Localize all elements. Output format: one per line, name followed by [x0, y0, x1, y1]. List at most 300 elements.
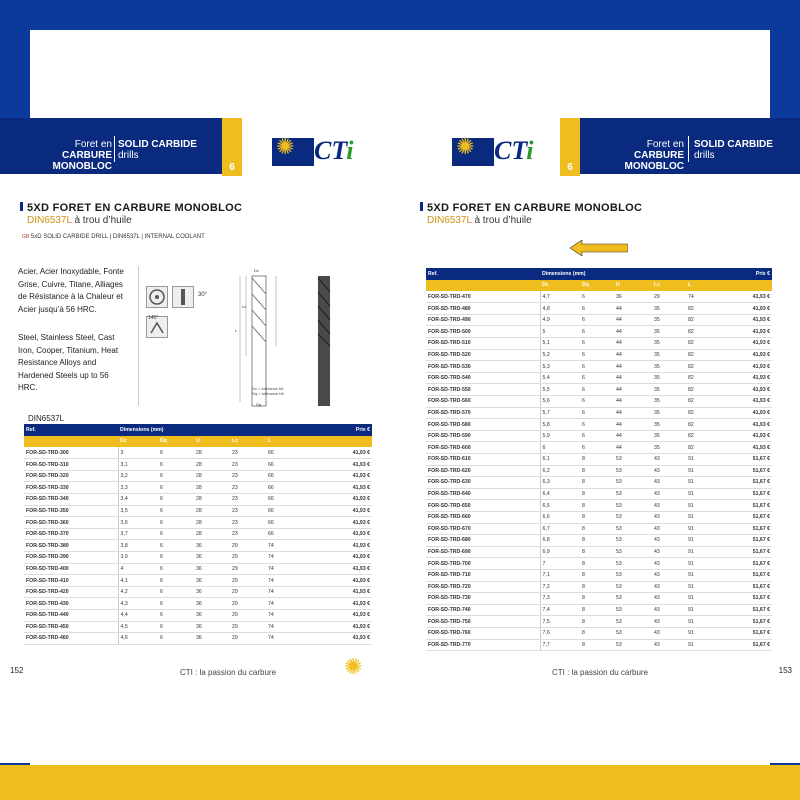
lc-cell: 43	[652, 488, 686, 500]
table-row	[24, 459, 372, 471]
dc-cell: 6,6	[540, 511, 580, 523]
product-subtitle	[27, 215, 132, 226]
tolerance-notes: Dc = tolérance h8 Dq = tolérance h6	[252, 386, 284, 396]
lc-cell: 43	[652, 639, 686, 651]
dc-cell: 3,5	[118, 505, 158, 517]
frame-bottom-border	[0, 765, 800, 800]
page-number: 152	[10, 666, 24, 675]
u-cell: 44	[614, 314, 652, 326]
ref-cell: FOR-SD-TRD-410	[24, 575, 118, 587]
lc-cell: 23	[230, 505, 266, 517]
price-cell: 51,67 €	[722, 454, 772, 466]
price-cell: 41,93 €	[302, 610, 372, 622]
dc-cell: 4,1	[118, 575, 158, 587]
ref-cell: FOR-SD-TRD-630	[426, 477, 540, 489]
price-cell: 51,67 €	[722, 546, 772, 558]
u-cell: 44	[614, 303, 652, 315]
table-row	[426, 454, 772, 466]
dq-cell: 8	[580, 535, 614, 547]
table-row	[426, 488, 772, 500]
dq-cell: 6	[158, 505, 194, 517]
u-cell: 53	[614, 477, 652, 489]
dq-cell: 6	[580, 430, 614, 442]
dc-cell: 6,4	[540, 488, 580, 500]
price-cell: 41,93 €	[722, 291, 772, 303]
lc-cell: 29	[230, 540, 266, 552]
ref-cell: FOR-SD-TRD-320	[24, 470, 118, 482]
dq-cell: 6	[580, 372, 614, 384]
dq-cell: 6	[158, 586, 194, 598]
u-cell: 53	[614, 465, 652, 477]
l-cell: 91	[686, 593, 722, 605]
th-lc: Lc	[652, 280, 686, 292]
table-row	[426, 349, 772, 361]
th-ref: Ref.	[426, 268, 540, 280]
dim-label-dc: Dc	[254, 268, 259, 273]
l-cell: 91	[686, 500, 722, 512]
page-number: 153	[778, 666, 792, 675]
u-cell: 44	[614, 442, 652, 454]
table-row	[24, 610, 372, 622]
price-cell: 51,67 €	[722, 523, 772, 535]
th-lc: Lc	[230, 436, 266, 448]
th-l: L	[266, 436, 302, 448]
dc-cell: 3,4	[118, 494, 158, 506]
price-cell: 41,93 €	[302, 598, 372, 610]
dq-cell: 6	[580, 303, 614, 315]
price-cell: 51,67 €	[722, 581, 772, 593]
dc-cell: 5,8	[540, 419, 580, 431]
dc-cell: 7	[540, 558, 580, 570]
lc-cell: 35	[652, 372, 686, 384]
dq-cell: 8	[580, 593, 614, 605]
dc-cell: 6	[540, 442, 580, 454]
price-cell: 41,93 €	[722, 303, 772, 315]
dq-cell: 8	[580, 511, 614, 523]
dq-cell: 6	[158, 517, 194, 529]
price-cell: 41,93 €	[722, 338, 772, 350]
ref-cell: FOR-SD-TRD-540	[426, 372, 540, 384]
u-cell: 28	[194, 505, 230, 517]
table-row	[24, 575, 372, 587]
ref-cell: FOR-SD-TRD-590	[426, 430, 540, 442]
lc-cell: 35	[652, 314, 686, 326]
price-cell: 41,93 €	[722, 419, 772, 431]
dq-cell: 8	[580, 465, 614, 477]
price-cell: 41,93 €	[302, 482, 372, 494]
price-cell: 51,67 €	[722, 477, 772, 489]
divider	[138, 266, 139, 406]
u-cell: 28	[194, 482, 230, 494]
dq-cell: 6	[158, 575, 194, 587]
dq-cell: 6	[158, 633, 194, 645]
lc-cell: 35	[652, 349, 686, 361]
lc-cell: 29	[652, 291, 686, 303]
frame-top-border	[0, 0, 800, 30]
price-cell: 41,93 €	[302, 621, 372, 633]
dq-cell: 6	[580, 338, 614, 350]
u-cell: 53	[614, 535, 652, 547]
dq-cell: 6	[580, 291, 614, 303]
lc-cell: 35	[652, 396, 686, 408]
price-cell: 51,67 €	[722, 616, 772, 628]
price-cell: 41,93 €	[722, 314, 772, 326]
table-row	[24, 494, 372, 506]
lc-cell: 35	[652, 326, 686, 338]
table-row	[426, 291, 772, 303]
dc-cell: 7,3	[540, 593, 580, 605]
ref-cell: FOR-SD-TRD-670	[426, 523, 540, 535]
price-cell: 41,93 €	[302, 505, 372, 517]
l-cell: 66	[266, 470, 302, 482]
price-cell: 51,67 €	[722, 604, 772, 616]
u-cell: 28	[194, 447, 230, 459]
dc-cell: 3,8	[118, 540, 158, 552]
dc-cell: 3,7	[118, 528, 158, 540]
dc-cell: 7,2	[540, 581, 580, 593]
table-row	[426, 616, 772, 628]
ref-cell: FOR-SD-TRD-700	[426, 558, 540, 570]
dq-cell: 6	[158, 470, 194, 482]
table-row	[426, 627, 772, 639]
dq-cell: 6	[158, 528, 194, 540]
dc-cell: 5,4	[540, 372, 580, 384]
price-cell: 41,93 €	[722, 384, 772, 396]
l-cell: 82	[686, 303, 722, 315]
table-row	[426, 361, 772, 373]
dq-cell: 8	[580, 523, 614, 535]
ref-cell: FOR-SD-TRD-490	[426, 314, 540, 326]
dc-cell: 5,7	[540, 407, 580, 419]
l-cell: 91	[686, 604, 722, 616]
table-row	[426, 314, 772, 326]
dq-cell: 6	[158, 459, 194, 471]
dc-cell: 4,5	[118, 621, 158, 633]
u-cell: 44	[614, 361, 652, 373]
ref-cell: FOR-SD-TRD-710	[426, 569, 540, 581]
u-cell: 36	[194, 552, 230, 564]
price-cell: 51,67 €	[722, 465, 772, 477]
table-row	[426, 535, 772, 547]
ref-cell: FOR-SD-TRD-310	[24, 459, 118, 471]
l-cell: 91	[686, 569, 722, 581]
ref-cell: FOR-SD-TRD-360	[24, 517, 118, 529]
table-row	[426, 604, 772, 616]
table-label: DIN6537L	[28, 414, 65, 423]
u-cell: 28	[194, 517, 230, 529]
lc-cell: 23	[230, 517, 266, 529]
table-row	[426, 442, 772, 454]
lc-cell: 43	[652, 546, 686, 558]
ref-cell: FOR-SD-TRD-570	[426, 407, 540, 419]
catalog-page-left	[0, 118, 400, 763]
ref-cell: FOR-SD-TRD-550	[426, 384, 540, 396]
ref-cell: FOR-SD-TRD-370	[24, 528, 118, 540]
price-cell: 51,67 €	[722, 569, 772, 581]
l-cell: 82	[686, 349, 722, 361]
ref-cell: FOR-SD-TRD-500	[426, 326, 540, 338]
lc-cell: 35	[652, 430, 686, 442]
ref-cell: FOR-SD-TRD-460	[24, 633, 118, 645]
logo-accent: i	[526, 136, 534, 165]
l-cell: 82	[686, 396, 722, 408]
price-cell: 41,93 €	[302, 552, 372, 564]
ref-cell: FOR-SD-TRD-390	[24, 552, 118, 564]
dq-cell: 8	[580, 454, 614, 466]
ref-cell: FOR-SD-TRD-610	[426, 454, 540, 466]
product-table-right	[426, 268, 772, 651]
l-cell: 82	[686, 326, 722, 338]
dc-cell: 3,9	[118, 552, 158, 564]
l-cell: 66	[266, 517, 302, 529]
u-cell: 28	[194, 528, 230, 540]
dq-cell: 6	[158, 482, 194, 494]
dq-cell: 6	[158, 447, 194, 459]
l-cell: 66	[266, 482, 302, 494]
lc-cell: 29	[230, 598, 266, 610]
lc-cell: 35	[652, 442, 686, 454]
lc-cell: 35	[652, 361, 686, 373]
table-row	[426, 384, 772, 396]
header-band	[578, 118, 800, 174]
price-cell: 41,93 €	[302, 470, 372, 482]
lc-cell: 35	[652, 419, 686, 431]
l-cell: 74	[266, 575, 302, 587]
th-l: L	[686, 280, 722, 292]
price-cell: 41,93 €	[302, 633, 372, 645]
th-u: U	[614, 280, 652, 292]
l-cell: 74	[266, 563, 302, 575]
lc-cell: 23	[230, 494, 266, 506]
dq-cell: 6	[580, 361, 614, 373]
lc-cell: 43	[652, 465, 686, 477]
dc-cell: 3,6	[118, 517, 158, 529]
price-cell: 41,93 €	[302, 459, 372, 471]
ref-cell: FOR-SD-TRD-440	[24, 610, 118, 622]
price-cell: 41,93 €	[302, 563, 372, 575]
u-cell: 44	[614, 396, 652, 408]
l-cell: 74	[266, 598, 302, 610]
product-title: 5XD FORET EN CARBURE MONOBLOC	[420, 202, 642, 214]
table-row	[426, 511, 772, 523]
lc-cell: 35	[652, 384, 686, 396]
dc-cell: 6,7	[540, 523, 580, 535]
dc-cell: 7,7	[540, 639, 580, 651]
dc-cell: 6,5	[540, 500, 580, 512]
lc-cell: 43	[652, 604, 686, 616]
table-row	[426, 419, 772, 431]
dq-cell: 8	[580, 639, 614, 651]
dq-cell: 8	[580, 558, 614, 570]
u-cell: 53	[614, 581, 652, 593]
u-cell: 28	[194, 494, 230, 506]
price-cell: 41,93 €	[302, 586, 372, 598]
dq-cell: 8	[580, 581, 614, 593]
u-cell: 36	[194, 575, 230, 587]
product-tags: GB 5xD SOLID CARBIDE DRILL | DIN6537L | INTERNAL COOLANT	[22, 234, 205, 240]
lc-cell: 23	[230, 447, 266, 459]
header-title-fr: Foret en CARBURE MONOBLOC	[52, 139, 112, 172]
arrow-left-icon	[570, 240, 628, 256]
product-subtitle	[427, 215, 532, 226]
dc-cell: 7,4	[540, 604, 580, 616]
price-cell: 41,93 €	[302, 575, 372, 587]
u-cell: 36	[194, 586, 230, 598]
ref-cell: FOR-SD-TRD-450	[24, 621, 118, 633]
price-cell: 41,93 €	[722, 361, 772, 373]
dq-cell: 8	[580, 604, 614, 616]
header-title-en: SOLID CARBIDE drills	[118, 139, 197, 161]
lc-cell: 23	[230, 528, 266, 540]
ref-cell: FOR-SD-TRD-470	[426, 291, 540, 303]
dq-cell: 6	[158, 494, 194, 506]
l-cell: 91	[686, 627, 722, 639]
u-cell: 44	[614, 372, 652, 384]
price-cell: 51,67 €	[722, 639, 772, 651]
dc-cell: 4,7	[540, 291, 580, 303]
din-suffix: à trou d’huile	[471, 215, 532, 226]
u-cell: 36	[194, 621, 230, 633]
table-row	[426, 396, 772, 408]
u-cell: 53	[614, 616, 652, 628]
l-cell: 74	[266, 633, 302, 645]
drill-diagram	[232, 266, 342, 416]
lc-cell: 43	[652, 500, 686, 512]
price-cell: 41,93 €	[722, 396, 772, 408]
l-cell: 74	[686, 291, 722, 303]
dc-cell: 4,8	[540, 303, 580, 315]
table-row	[24, 470, 372, 482]
table-row	[426, 639, 772, 651]
dc-cell: 5,6	[540, 396, 580, 408]
coolant-icon	[146, 286, 168, 308]
dc-cell: 3,1	[118, 459, 158, 471]
ref-cell: FOR-SD-TRD-650	[426, 500, 540, 512]
section-tab: 6	[222, 118, 242, 176]
ref-cell: FOR-SD-TRD-600	[426, 442, 540, 454]
din-code: DIN6537L	[427, 215, 472, 226]
l-cell: 91	[686, 546, 722, 558]
dc-cell: 5,9	[540, 430, 580, 442]
ref-cell: FOR-SD-TRD-340	[24, 494, 118, 506]
cti-logo: ✺ CTi	[268, 128, 378, 180]
table-row	[426, 465, 772, 477]
u-cell: 53	[614, 627, 652, 639]
u-cell: 36	[194, 540, 230, 552]
catalog-page-right	[400, 118, 800, 763]
table-row	[426, 500, 772, 512]
din-suffix: à trou d’huile	[71, 215, 132, 226]
header-band	[0, 118, 240, 174]
ref-cell: FOR-SD-TRD-730	[426, 593, 540, 605]
l-cell: 82	[686, 314, 722, 326]
table-row	[24, 540, 372, 552]
product-title: 5XD FORET EN CARBURE MONOBLOC	[20, 202, 242, 214]
product-table-left	[24, 424, 372, 645]
price-cell: 41,93 €	[722, 349, 772, 361]
table-row	[24, 598, 372, 610]
table-row	[24, 633, 372, 645]
dc-cell: 5,1	[540, 338, 580, 350]
price-cell: 51,67 €	[722, 535, 772, 547]
l-cell: 74	[266, 621, 302, 633]
footer-slogan: CTI : la passion du carbure	[552, 668, 649, 677]
lc-cell: 29	[230, 610, 266, 622]
l-cell: 74	[266, 586, 302, 598]
lc-cell: 43	[652, 593, 686, 605]
lc-cell: 43	[652, 454, 686, 466]
lc-cell: 29	[230, 621, 266, 633]
lc-cell: 43	[652, 523, 686, 535]
price-cell: 41,93 €	[302, 517, 372, 529]
dc-cell: 4,2	[118, 586, 158, 598]
th-dq: Dq	[580, 280, 614, 292]
lc-cell: 43	[652, 581, 686, 593]
table-row	[24, 505, 372, 517]
dq-cell: 8	[580, 627, 614, 639]
ref-cell: FOR-SD-TRD-380	[24, 540, 118, 552]
lc-cell: 43	[652, 558, 686, 570]
gb-flag-icon: GB	[22, 234, 30, 240]
lc-cell: 35	[652, 303, 686, 315]
dq-cell: 6	[158, 563, 194, 575]
table-row	[426, 523, 772, 535]
price-cell: 41,93 €	[722, 326, 772, 338]
ref-cell: FOR-SD-TRD-530	[426, 361, 540, 373]
ref-cell: FOR-SD-TRD-690	[426, 546, 540, 558]
ref-cell: FOR-SD-TRD-350	[24, 505, 118, 517]
table-row	[24, 528, 372, 540]
l-cell: 91	[686, 511, 722, 523]
dq-cell: 6	[158, 610, 194, 622]
table-row	[24, 621, 372, 633]
l-cell: 91	[686, 465, 722, 477]
description-en: Steel, Stainless Steel, Cast Iron, Cooper, Titanium, Heat Resistance Alloys and Hardened Steels up to 56 HRC.	[18, 333, 119, 393]
th-ref: Ref.	[24, 424, 118, 436]
l-cell: 82	[686, 419, 722, 431]
dc-cell: 4,3	[118, 598, 158, 610]
l-cell: 66	[266, 447, 302, 459]
l-cell: 91	[686, 523, 722, 535]
dq-cell: 6	[580, 442, 614, 454]
angle-140: 140°	[148, 315, 159, 321]
ref-cell: FOR-SD-TRD-510	[426, 338, 540, 350]
price-cell: 41,93 €	[302, 528, 372, 540]
l-cell: 91	[686, 477, 722, 489]
u-cell: 53	[614, 546, 652, 558]
header-title-fr: Foret en CARBURE MONOBLOC	[624, 139, 684, 172]
dc-cell: 7,5	[540, 616, 580, 628]
table-row	[24, 563, 372, 575]
l-cell: 82	[686, 361, 722, 373]
u-cell: 53	[614, 639, 652, 651]
u-cell: 44	[614, 384, 652, 396]
dq-cell: 6	[580, 419, 614, 431]
ref-cell: FOR-SD-TRD-740	[426, 604, 540, 616]
table-row	[426, 581, 772, 593]
l-cell: 66	[266, 459, 302, 471]
ref-cell: FOR-SD-TRD-720	[426, 581, 540, 593]
u-cell: 44	[614, 430, 652, 442]
u-cell: 53	[614, 558, 652, 570]
u-cell: 53	[614, 523, 652, 535]
th-dimensions: Dimensions (mm)	[118, 424, 302, 436]
ref-cell: FOR-SD-TRD-750	[426, 616, 540, 628]
lc-cell: 43	[652, 627, 686, 639]
ref-cell: FOR-SD-TRD-680	[426, 535, 540, 547]
u-cell: 44	[614, 407, 652, 419]
price-cell: 41,93 €	[722, 372, 772, 384]
